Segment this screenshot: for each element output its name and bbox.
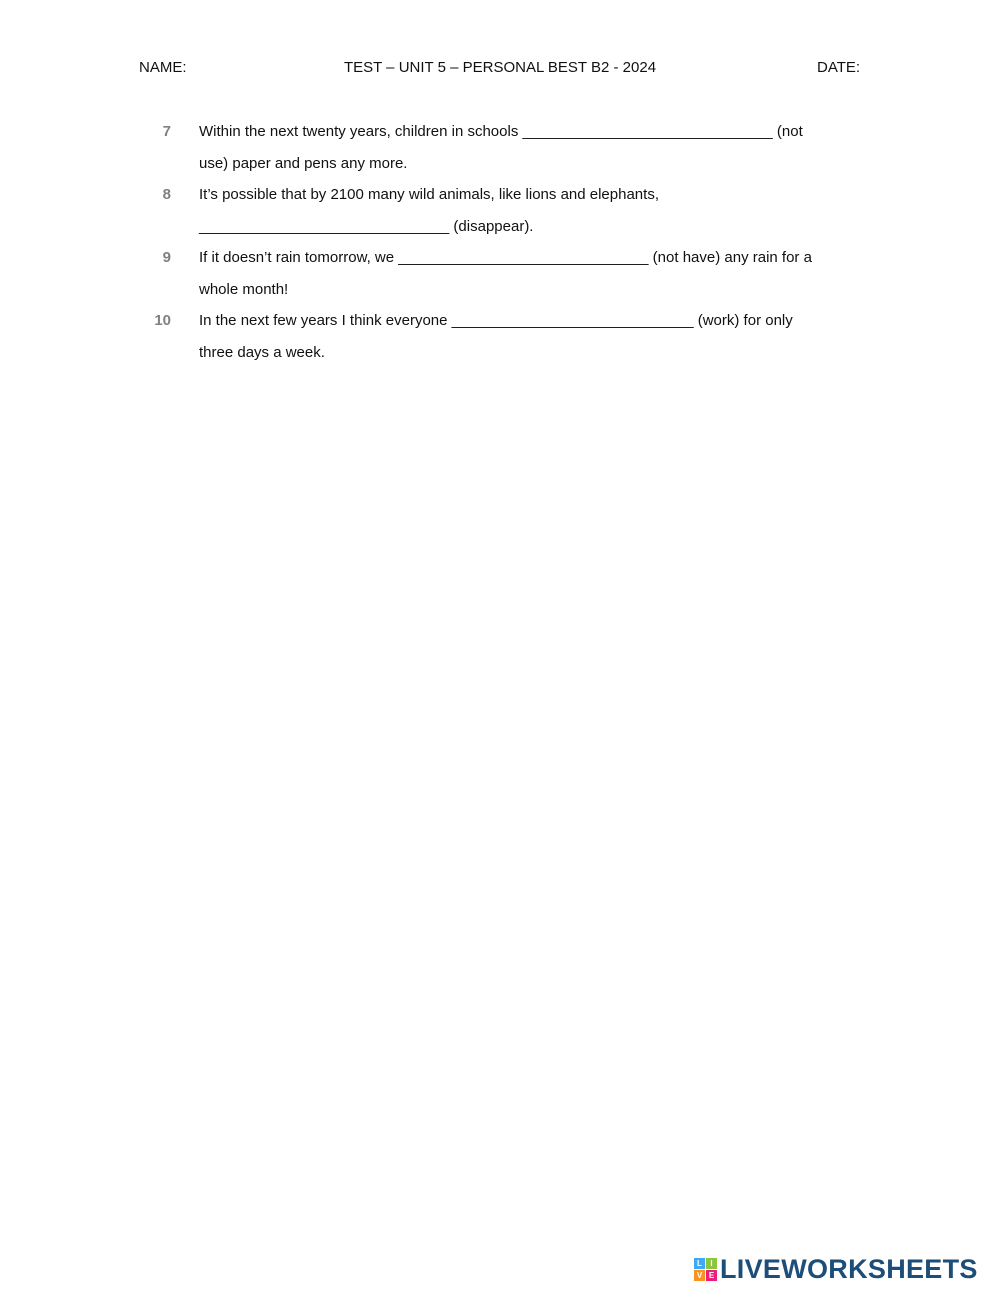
question-text: [199, 242, 849, 305]
question-number: 10: [154, 312, 171, 329]
question-number: 8: [162, 186, 171, 203]
logo-letter: E: [706, 1270, 717, 1281]
question-text: [199, 305, 849, 368]
liveworksheets-logo[interactable]: [694, 1255, 978, 1283]
logo-letter: I: [706, 1258, 717, 1269]
test-title: TEST – UNIT 5 – PERSONAL BEST B2 - 2024: [343, 59, 657, 76]
question-number: 7: [162, 123, 171, 140]
question-line: whole month!: [199, 280, 289, 298]
question-7: [0, 116, 1000, 179]
question-number: 9: [162, 249, 171, 266]
name-label: NAME:: [139, 59, 187, 76]
worksheet-header: [0, 59, 1000, 79]
question-line: three days a week.: [199, 343, 325, 361]
logo-letter: L: [694, 1258, 705, 1269]
brand-name: LIVEWORKSHEETS: [720, 1253, 978, 1284]
logo-grid-icon: [694, 1258, 717, 1281]
date-label: DATE:: [817, 59, 861, 76]
question-8: [0, 179, 1000, 242]
question-line: It’s possible that by 2100 many wild animals, like lions and elephants,: [199, 186, 659, 203]
question-list: [0, 116, 1000, 368]
question-line: In the next few years I think everyone _____________________________ (work) for only: [199, 312, 793, 329]
question-text: [199, 116, 849, 179]
question-line: ______________________________ (disappear).: [199, 217, 534, 235]
question-line: use) paper and pens any more.: [199, 154, 408, 172]
logo-letter: V: [694, 1270, 705, 1281]
question-10: [0, 305, 1000, 368]
question-line: If it doesn’t rain tomorrow, we ______________________________ (not have) any rain for a: [199, 249, 812, 266]
question-text: [199, 179, 849, 242]
question-line: Within the next twenty years, children in schools ______________________________ (not: [199, 123, 803, 140]
question-9: [0, 242, 1000, 305]
